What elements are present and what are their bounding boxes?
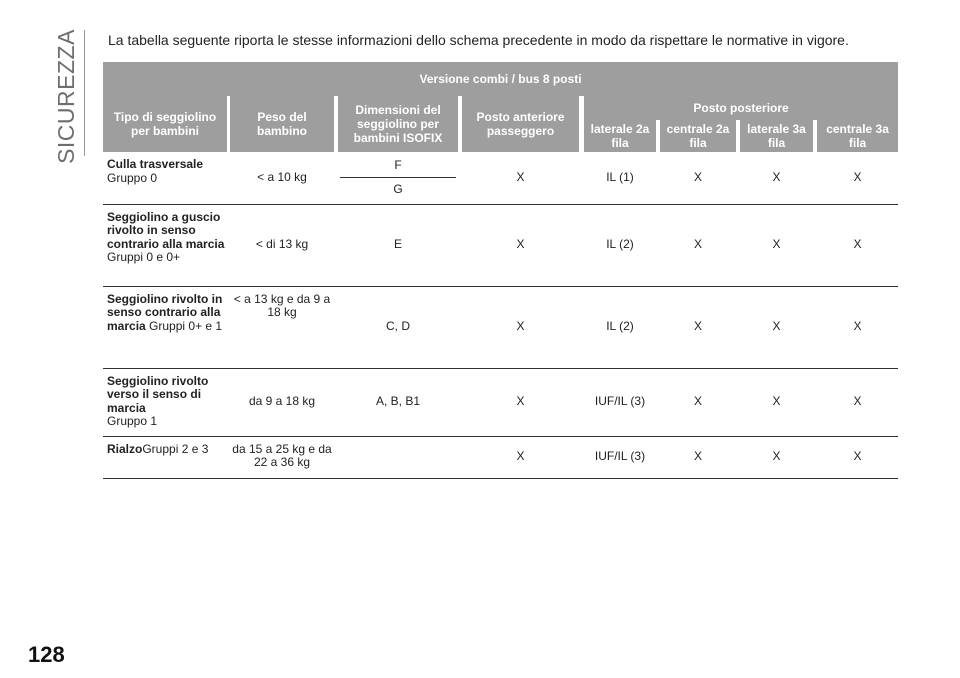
isofix-size-top: F: [394, 157, 402, 172]
rear-central-row3-cell: X: [853, 170, 862, 184]
rear-lateral-row2-cell: IL (2): [606, 319, 634, 334]
weight-cell: < a 10 kg: [257, 170, 307, 184]
isofix-size-bottom: G: [393, 182, 403, 197]
child-seat-table: [103, 62, 898, 479]
section-title: SICUREZZA: [52, 28, 79, 164]
seat-type-name: Seggiolino rivolto in senso contrario alla marcia: [107, 291, 223, 333]
header-rear-central-row3: centrale 3a fila: [817, 120, 898, 152]
header-rear-lateral-row3: laterale 3a fila: [740, 120, 813, 152]
seat-type-group: Gruppo 0: [107, 170, 158, 185]
seat-type-group: Gruppi 0 e 0+: [107, 250, 181, 264]
weight-cell: < di 13 kg: [255, 237, 309, 252]
seat-type-name: Culla trasversale: [107, 157, 204, 171]
header-front-passenger: Posto anteriore passeggero: [462, 96, 579, 152]
rear-central-row2-cell: X: [693, 319, 702, 334]
rear-central-row3-cell: X: [853, 449, 862, 464]
table-row: [103, 286, 898, 368]
intro-paragraph: La tabella seguente riporta le stesse informazioni dello schema precedente in modo da rispettare le normative in vigore.: [108, 32, 849, 48]
front-passenger-cell: X: [516, 170, 525, 184]
isofix-divider: [340, 177, 456, 178]
rear-lateral-row3-cell: X: [772, 170, 781, 184]
seat-type-group: Gruppi 0+ e 1: [149, 318, 223, 333]
front-passenger-cell: X: [516, 394, 525, 409]
table-row: [103, 436, 898, 478]
section-divider: [84, 30, 85, 156]
seat-type-group: Gruppo 1: [107, 414, 158, 428]
rear-central-row2-cell: X: [693, 394, 702, 409]
rear-lateral-row2-cell: IL (2): [606, 237, 634, 252]
rear-lateral-row2-cell: IL (1): [606, 170, 634, 184]
rear-central-row3-cell: X: [853, 237, 862, 252]
weight-cell: < a 13 kg e da 9 a 18 kg: [233, 291, 331, 319]
header-seat-type: Tipo di seggiolino per bambini: [103, 96, 227, 152]
rear-central-row3-cell: X: [853, 319, 862, 334]
page-number: 128: [28, 642, 65, 667]
table-row: [103, 152, 898, 204]
front-passenger-cell: X: [516, 237, 525, 252]
isofix-cell: [338, 436, 458, 478]
seat-type-group: Gruppi 2 e 3: [142, 441, 209, 456]
seat-type-cell: [103, 436, 227, 478]
rear-lateral-row3-cell: X: [772, 394, 781, 409]
isofix-cell: C, D: [386, 319, 410, 334]
weight-cell: da 15 a 25 kg e da 22 a 36 kg: [232, 441, 332, 469]
header-rear-central-row2: centrale 2a fila: [660, 120, 736, 152]
rear-central-row2-cell: X: [693, 237, 702, 252]
table-row: [103, 368, 898, 436]
rear-lateral-row2-cell: IUF/IL (3): [594, 449, 646, 464]
isofix-cell: [338, 152, 458, 204]
seat-type-cell: [103, 152, 227, 204]
seat-type-cell: [103, 204, 227, 286]
rear-lateral-row2-cell: IUF/IL (3): [594, 394, 646, 409]
table-row: [103, 204, 898, 286]
weight-cell: da 9 a 18 kg: [248, 394, 316, 409]
header-child-weight: Peso del bambino: [230, 96, 334, 152]
header-rear-lateral-row2: laterale 2a fila: [584, 120, 656, 152]
rear-central-row3-cell: X: [853, 394, 862, 409]
seat-type-name: Rialzo: [107, 441, 143, 456]
rear-central-row2-cell: X: [693, 449, 702, 464]
table-banner: Versione combi / bus 8 posti: [103, 62, 898, 96]
rear-lateral-row3-cell: X: [772, 319, 781, 334]
seat-type-name: Seggiolino rivolto verso il senso di marcia: [107, 373, 209, 415]
isofix-cell: A, B, B1: [375, 394, 421, 409]
isofix-cell: E: [393, 237, 402, 252]
header-isofix-size: Dimensioni del seggiolino per bambini ISOFIX: [338, 96, 458, 152]
seat-type-cell: [103, 368, 227, 436]
rear-lateral-row3-cell: X: [772, 237, 781, 252]
header-rear-seats: Posto posteriore: [584, 96, 898, 120]
front-passenger-cell: X: [516, 449, 525, 464]
front-passenger-cell: X: [516, 319, 525, 334]
seat-type-name: Seggiolino a guscio rivolto in senso contrario alla marcia: [107, 209, 225, 251]
rear-central-row2-cell: X: [693, 170, 702, 184]
rear-lateral-row3-cell: X: [772, 449, 781, 464]
seat-type-cell: [103, 286, 227, 368]
